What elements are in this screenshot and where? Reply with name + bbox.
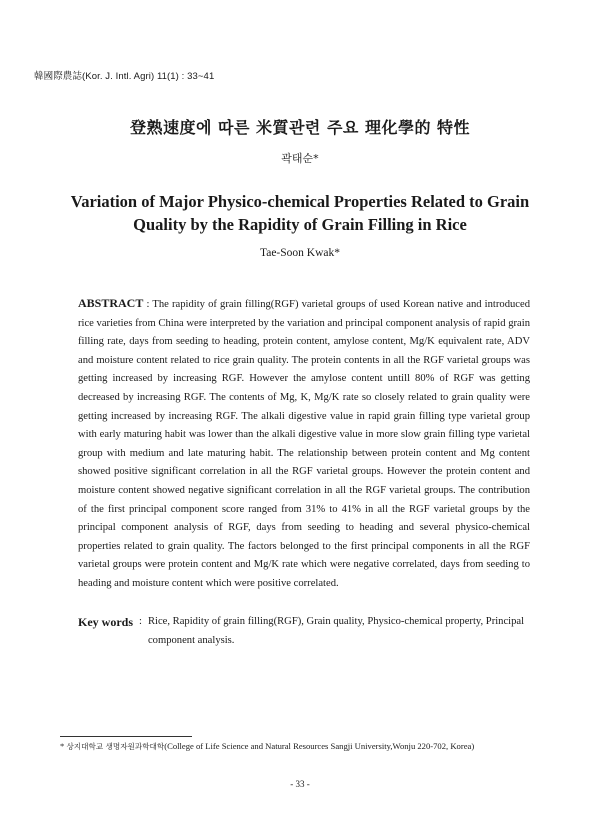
keywords-separator: : bbox=[139, 616, 142, 627]
abstract bbox=[78, 294, 530, 594]
keywords bbox=[78, 613, 530, 650]
korean-author: 곽태순* bbox=[281, 152, 319, 165]
english-author: Tae-Soon Kwak* bbox=[260, 247, 340, 259]
journal-citation: 韓國際農誌(Kor. J. Intl. Agri) 11(1) : 33~41 bbox=[34, 71, 215, 82]
abstract-text: The rapidity of grain filling(RGF) varietal groups of used Korean native and introduced rice varieties from China were interpreted by the variation and principal component analysis of rapid grain filling rate, days from seeding to heading, protein content, amylose content, Mg/K equivalent rate, ADV and moisture content related to rice grain quality. The protein contents in all the RGF varietal groups was getting increased by increasing RGF. However the amylose content untill 80% of RGF was getting decreased by increasing RGF. The contents of Mg, K, Mg/K rate so closely related to grain quality were getting increased by increasing RGF. The alkali digestive value in rapid grain filling type varietal group with early maturing habit was lower than the alkali digestive value in more slow grain filling type varietal group with medium and late maturing habit. The relationship between protein content and Mg content showed positive significant correlation in all the RGF varietal groups. However the protein content and moisture content showed negative significant correlation in all the RGF varietal groups. The contribution of the first principal component score ranged from 31% to 41% in all the RGF varietal groups by the principal component analysis of RGF, days from seeding to heading and several physico-chemical properties related to grain quality. The factors belonged to the first principal components in all the RGF varietal groups were protein content and Mg/K rate which were negative correlated, days from seeding to heading and moisture content which were positive correlated. bbox=[78, 299, 530, 589]
keywords-label: Key words bbox=[78, 615, 133, 629]
footnote-marker: * bbox=[60, 741, 65, 751]
footnote-english: (College of Life Science and Natural Resources Sangji University,Wonju 220-702, Korea) bbox=[164, 741, 475, 751]
footnote-divider bbox=[60, 736, 192, 737]
affiliation-footnote bbox=[60, 741, 560, 752]
footnote-korean: 상지대학교 생명자원과학대학 bbox=[66, 742, 165, 751]
page-number: - 33 - bbox=[290, 779, 310, 789]
abstract-separator: : bbox=[146, 299, 150, 310]
abstract-label: ABSTRACT bbox=[78, 296, 144, 310]
keywords-text: Rice, Rapidity of grain filling(RGF), Grain quality, Physico-chemical property, Principal component analysis. bbox=[147, 616, 525, 646]
english-title: Variation of Major Physico-chemical Properties Related to Grain Quality by the Rapidity of Grain Filling in Rice bbox=[70, 192, 530, 234]
korean-title: 登熟速度에 따른 米質관련 주요 理化學的 特性 bbox=[129, 118, 471, 137]
